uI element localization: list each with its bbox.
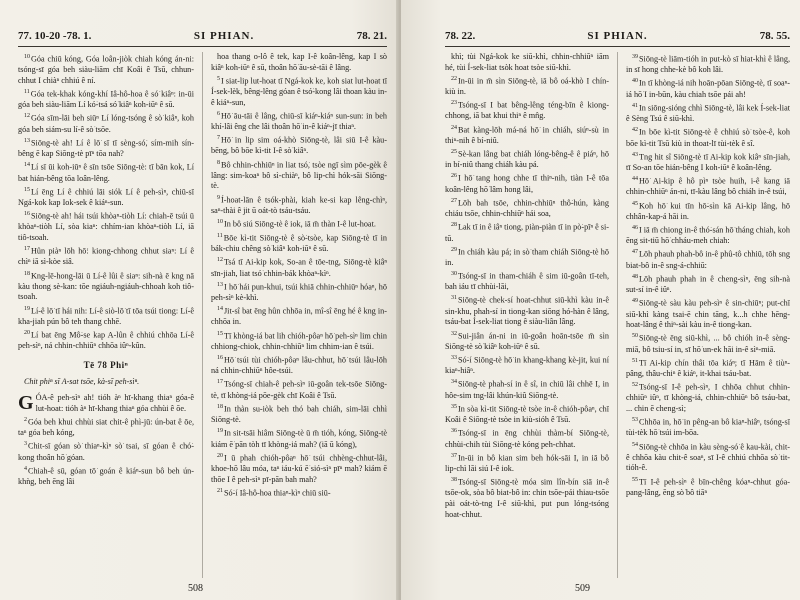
verse-number: 10	[217, 218, 223, 225]
right-header-title: SI PHIAN.	[587, 30, 648, 42]
right-header-rule	[445, 46, 790, 47]
psalm-superscription: Chit phiⁿ sī A-sat tsōe, kà-sī peh-sìⁿ.	[24, 376, 140, 386]
verse	[211, 231, 387, 255]
verse-text: Siōng-tè ah! Lí ê lō͘ sī tī sèng-só͘, sím-mih sín-bêng ē kap Siōng-tè pīⁿ tōa nah?	[18, 138, 194, 159]
verse-text: Tsá tī Ai-kip kok, So-an ê tōe-tng, Siōng-tè kiâⁿ sīn-jiah, liat tsó͘ chhin-bák khòaⁿ-kìⁿ.	[211, 257, 387, 278]
left-page-number: 508	[188, 583, 203, 594]
verse-text: ÓA-ê peh-sìⁿ ah! tióh àⁿ hī-khang thiaⁿ góa-ê lut-hoat: tióh àⁿ hī-khang thiaⁿ góa chhùi ê ōe.	[35, 393, 194, 413]
verse	[445, 196, 609, 220]
verse-number: 24	[451, 124, 457, 131]
verse	[211, 377, 387, 401]
verse-text: In bōe kì-tit Siōng-tè ê chhiú sò͘ tsòe-ê, koh bōe kì-tit Tsū kiù in thoat-lī tùi-tèk ê sî.	[626, 128, 790, 148]
verse-number: 14	[217, 306, 223, 313]
verse	[211, 255, 387, 279]
verse-number: 50	[632, 333, 638, 340]
left-columns	[18, 52, 387, 578]
verse	[211, 158, 387, 193]
verse-number: 15	[24, 186, 30, 193]
verse-text: Bat kàng-lōh má-ná hō͘ in chiáh, siúⁿ-sù in thiⁿ-nih ê bí-niû.	[445, 125, 609, 145]
verse-text: In sit-tsāi hiâm Siōng-tè ū m̄ tióh, kóng, Siōng-tè kiám ē͘ pān tòh tī khòng-iá mah? (iā ū kóng),	[211, 428, 387, 449]
verse-text: Hō͘ in lip sim oá-khò Siōng-tè, lâi siū I-ê kàu-bēng, bô bōe kì-tit I-ê sò͘ kiâⁿ.	[211, 135, 387, 156]
verse-number: 51	[632, 357, 638, 364]
verse-text: I iā m̄ chiong in-ê thó͘-sán hō͘ tháng chiah, koh ēng sit-tiū hō͘ chháu-meh chiah:	[626, 225, 790, 246]
right-column-1	[445, 52, 609, 578]
verse-number: 48	[632, 273, 638, 280]
verse-number: 19	[217, 428, 223, 435]
right-column-divider	[617, 52, 618, 578]
verse-text: In chiáh kàu pá; in sò͘ tham chiáh Siōng-tè hō͘ in.	[445, 247, 609, 267]
verse-number: 11	[217, 232, 223, 239]
verse-number: 12	[217, 257, 223, 264]
verse	[18, 244, 194, 268]
verse	[445, 451, 609, 475]
verse	[445, 353, 609, 377]
verse	[18, 439, 194, 463]
verse-text: Góa beh khui chhùi siat chit-ê phì-jū: ún-bat ê ōe, taⁿ góa beh kóng,	[18, 417, 194, 438]
verse-number: 23	[451, 100, 457, 107]
verse-number: 29	[451, 246, 457, 253]
right-column-2	[626, 52, 790, 578]
verse-number: 11	[24, 89, 30, 96]
left-column-1	[18, 52, 194, 578]
verse-text: Lōh phauh phah-bô in-ê phû-tô chhiū, tōh sng biat-bô in-ê sng-á-chhiū:	[626, 250, 790, 270]
verse	[445, 52, 609, 73]
verse-number: 16	[217, 354, 223, 361]
verse	[626, 415, 790, 439]
verse	[626, 380, 790, 415]
verse-text: In siōng-sióng chhì Siōng-tè, lâi kek Í-sek-liat ê Sèng Tsú ê siū-khì.	[626, 103, 790, 124]
verse-number: 32	[451, 330, 457, 337]
verse-text: Tī khòng-iá bat lih chióh-pôaⁿ hō͘ peh-sìⁿ lim chin chhiong-chiok, chhin-chhiūⁿ lim chhim-ian ê tsúi.	[211, 331, 387, 351]
verse	[626, 475, 790, 499]
verse	[626, 199, 790, 223]
verse-number: 19	[24, 305, 30, 312]
verse-number: 22	[451, 75, 457, 82]
verse-number: 6	[217, 110, 220, 117]
verse	[18, 328, 194, 352]
verse	[18, 87, 194, 111]
right-header-verse-start: 78. 22.	[445, 30, 476, 42]
verse-text: Chiah-ê sū, góan tō͘ goán ê kiáⁿ-sun bô beh ún-khǹg, beh ēng lâi	[18, 466, 194, 486]
verse	[626, 223, 790, 247]
verse-number: 55	[632, 476, 638, 483]
verse-text: I hō͘ tang hong chhe tī thiⁿ-nih, tiàn I-ê tōa koân-lêng hō͘ lâm hong lâi,	[445, 174, 609, 194]
verse	[445, 475, 609, 520]
verse-number: 44	[632, 176, 638, 183]
verse-text: Tng hit sî Siōng-tè tī Ai-kip kok kiâⁿ sīn-jiah, tī So-an tōe hián-bêng I koh-iūⁿ ê koân-lêng.	[626, 152, 790, 173]
verse-number: 17	[217, 379, 223, 386]
verse	[626, 272, 790, 296]
verse-number: 18	[217, 403, 223, 410]
verse-number: 27	[451, 197, 457, 204]
right-page	[401, 0, 800, 600]
verse-text: Lí ēng Lí ê chhiú lāi siók Lí ê peh-sìⁿ, chiū-sī Ngá-kok kap Iok-sek ê kiáⁿ-sun.	[18, 187, 194, 208]
verse	[445, 402, 609, 426]
verse	[211, 353, 387, 377]
verse	[211, 133, 387, 157]
verse	[211, 193, 387, 217]
verse	[445, 269, 609, 293]
verse-text: Tsóng-sī in ēng chhùi thàm-bí Siōng-tè, chhùi-chih tùi Siōng-tè kóng peh-chhat.	[445, 428, 609, 449]
verse-number: 21	[217, 487, 223, 494]
left-header-title: SI PHIAN.	[193, 30, 255, 42]
psalm-heading: Tē 78 Phiⁿ	[83, 359, 129, 370]
verse	[18, 464, 194, 488]
verse	[18, 304, 194, 328]
verse	[626, 247, 790, 271]
verse-text: Siōng-tè chhōa in kàu sèng-só͘ ê kau-kài, chit-ê chhōa kàu chit-ê soaⁿ, sī I-ê chhiú chhōa sò͘ tit-tióh-ê.	[626, 442, 790, 473]
verse	[445, 123, 609, 147]
verse	[18, 415, 194, 439]
verse	[445, 147, 609, 171]
verse-text: Lí sī ūi koh-iūⁿ ê sīn tsōe Siōng-tè: tī bān kok, Lí bat hián-bêng tōa loân-lêng.	[18, 163, 194, 183]
verse	[626, 52, 790, 76]
verse	[445, 426, 609, 450]
verse-number: 46	[632, 224, 638, 231]
verse	[18, 393, 194, 414]
left-column-divider	[202, 52, 203, 578]
verse-text: Lí bat ēng Mô͘-se kap A-lûn ê chhiú chhōa Lí-ê peh-sìⁿ, ná chhin-chhiūⁿ chhōa iûⁿ-kûn.	[18, 330, 194, 351]
verse	[211, 304, 387, 328]
verse	[211, 52, 387, 73]
verse	[18, 111, 194, 135]
verse-text: Lak tī in ê iâⁿ tiong, piàn-piàn tī in pò͘-pīⁿ ê si-tū.	[445, 222, 609, 243]
verse-number: 16	[24, 211, 30, 218]
verse-text: In tī khòng-iá nih hoān-pōan Siōng-tè, tī soaⁿ-iá hō͘ I in-būn, kàu chiah tsōe pái ah!	[626, 79, 790, 99]
verse-text: Siōng-tè liām-tióh in put-kò sī hiat-khì ê lâng, in sī hong chhe-kè bô koh lâi.	[626, 54, 790, 75]
verse-text: Góa sīm-lāi beh siūⁿ Lí lóng-tsóng ê sò͘ kiâⁿ, koh góa beh siám-su lí-ê sò͘ tsōe.	[18, 114, 194, 134]
verse-number: 40	[632, 78, 638, 85]
verse-text: Lōh phauh phah in ê cheng-sìⁿ, ēng sih-nà sut-sí in-ê iûⁿ.	[626, 274, 790, 295]
verse-number: 15	[217, 330, 223, 337]
verse-number: 10	[24, 54, 30, 60]
verse-number: 33	[451, 354, 457, 361]
verse-text: Tsóng-sī Siōng-tè móa sim lîn-bín siā in-ê tsōe-ok, sòa bô biat-bô in: chin tsōe-pái thiau-tsōe pài oát-tò-tng I-ê siū-khì, put pun lóng-tsóng hoat-chhut.	[445, 477, 609, 519]
verse-text: I hō͘ hái pun-khui, tsúi khiā chhin-chhiūⁿ hóaⁿ, hō͘ peh-sìⁿ kè-khì.	[211, 282, 387, 302]
verse-text: Só͘-í Siōng-tè hō͘ in khang-khang kè-jit, kui ní kiaⁿ-hiâⁿ.	[445, 355, 609, 376]
verse	[626, 331, 790, 355]
verse	[626, 440, 790, 475]
verse-number: 2	[24, 416, 27, 423]
verse	[18, 136, 194, 160]
verse-text: Hō͘ tsúi tùi chióh-pôaⁿ lâu-chhut, hō͘ tsúi lâu-lōh ná chhin-chhiūⁿ hôe-tsúi.	[211, 355, 387, 376]
verse-number: 35	[451, 403, 457, 410]
verse-text: Sè-kan lâng bat chiáh lóng-bêng-ê ê piáⁿ, hō͘ in bí-niû thang chiáh kàu pá.	[445, 149, 609, 170]
verse-number: 3	[24, 441, 27, 448]
verse	[445, 293, 609, 328]
drop-cap: G	[18, 392, 34, 415]
verse-text: Siōng-tè ah! hái tsúi khòaⁿ-tiòh Lí: chiah-ē tsúi ū khòaⁿ-tiòh Lí, sòa kiaⁿ: chhím-ian khòaⁿ-tiòh Lí, iā tiô-tsoah.	[18, 211, 194, 243]
verse-number: 13	[24, 137, 30, 144]
verse-text: Siōng-tè phah-sí in ê sî, in chiū lâi chhē I, in hôe-sim tng-lâi khún-kiû Siōng-tè.	[445, 380, 609, 400]
verse-number: 43	[632, 151, 638, 158]
verse-number: 37	[451, 452, 457, 459]
verse-number: 4	[24, 465, 27, 472]
left-header-rule	[18, 46, 387, 47]
verse	[626, 296, 790, 331]
verse-number: 54	[632, 441, 638, 448]
verse	[445, 377, 609, 401]
verse	[18, 209, 194, 244]
verse-text: Hûn piàⁿ lōh hō͘: kiong-chhong chhut siaⁿ: Lí ê chìⁿ iā sì-kòe siâ.	[18, 246, 194, 267]
right-page-header	[445, 30, 790, 44]
verse-text: In bô siú Siōng-tè ê iok, iā m̄ thàn I-ê lut-hoat.	[224, 219, 376, 229]
verse-text: In thàn su-iòk beh thó bah chiáh, sim-lāi chhì Siōng-tè.	[211, 404, 387, 425]
verse-text: Siōng-tè ēng siū-khì, ... bô chióh in-ê sèng-miā, bô tsiu-sí in, sī hō͘ un-ek hāi in-ê sìⁿ-miā.	[626, 333, 790, 354]
verse-number: 31	[451, 295, 457, 302]
verse-number: 45	[632, 200, 638, 207]
verse-text: hoa thang o-lô ê tek, kap I-ê koân-lêng, kap I sò͘ kiâⁿ koh-iūⁿ ê sū, thoân hō͘ āu-sè-tāi ê lâng.	[211, 52, 387, 72]
verse-text: Bô chhin-chhiūⁿ in liat tsó͘, tsòe ngī sìm pōe-gèk ê lâng: sim-koaⁿ bô sì-chiàⁿ, bô lip-chì hók-sāi Siōng-tè.	[211, 160, 387, 191]
verse-text: Bōe kì-tit Siōng-tè ê sò͘-tsòe, kap Siōng-tè tī in bák-chiu chêng sò͘ kiâⁿ koh-iūⁿ ê sū.	[211, 233, 387, 254]
left-page	[0, 0, 399, 600]
verse-number: 28	[451, 222, 457, 229]
verse	[18, 185, 194, 209]
verse	[445, 220, 609, 244]
verse-text: Tsóng-sī I bat bêng-lêng téng-bīn ê kiong-chhong, iā bat khui thiⁿ ê mn̂g.	[445, 100, 609, 121]
verse	[445, 171, 609, 195]
verse-number: 25	[451, 148, 457, 155]
left-page-header	[18, 30, 387, 44]
verse-number: 26	[451, 173, 457, 180]
verse	[626, 101, 790, 125]
verse-text: In-ūi in bô kian sim beh hók-sāi I, in iā bô lip-chì lāi siú I-ê iok.	[445, 453, 609, 473]
verse	[445, 74, 609, 98]
verse	[211, 280, 387, 304]
verse-number: 14	[24, 162, 30, 169]
verse	[626, 174, 790, 198]
verse-text: Lí-ê lō͘ tī hái nih: Lí-ê siò-lō͘ tī tōa tsúi tiong: Lí-ê kha-jiah pún bô teh thang chhē.	[18, 306, 194, 326]
verse-text: Siōng-tè sàu kàu peh-sìⁿ ê sin-chiūⁿ; put-chī siū-khì kàng tsai-ē chin tāng, k...h chhe hēng-hoat-lâng ê thiⁿ-sài kàu in-ê tiong-kan.	[626, 298, 790, 330]
verse-text: Góa chiū kóng, Góa loân-jiòk chiah kóng án-ni: tsóng-sī góa beh siàu-liām chī Koâi ê Tsū, chhun-chhut I chiàⁿ chhiú ê ní.	[18, 54, 194, 85]
verse-text: Tsóng-sī in tham-chiáh ê sim iū-goân tī-teh, bah iáu tī chhùi-lāi,	[445, 271, 609, 292]
verse	[445, 329, 609, 353]
verse-text: Chhōa in, hō͘ in pêng-an bô kiaⁿ-hiâⁿ, tsóng-sī tùi-tèk hō͘ tsúi im-bōa.	[626, 417, 790, 438]
left-header-verse-range: 77. 10-20 -78. 1.	[18, 30, 92, 42]
left-column-2	[211, 52, 387, 578]
verse-text: Siōng-tè chek-sí hoat-chhut siū-khì kàu in-ê sin-khu, phah-sí in tiong-kan siōng hó-hàn ê lâng, tsáu-bat Í-sek-liat tiong ê siàu-liân lâng.	[445, 296, 609, 327]
verse-text: In-ūi in m̄ sìn Siōng-tè, iā bô oá-khò I chín-kiù in.	[445, 76, 609, 97]
verse-number: 17	[24, 246, 30, 253]
verse	[211, 402, 387, 426]
verse-number: 7	[217, 135, 220, 142]
verse	[626, 356, 790, 380]
verse	[18, 52, 194, 87]
verse-number: 8	[217, 159, 220, 166]
verse-text: In sòa kì-tit Siōng-tè tsòe in-ê chióh-pôaⁿ, chī Koâi ê Siōng-tè tsòe in kiù-sióh ê Tsū.	[445, 404, 609, 425]
right-header-verse-end: 78. 55.	[759, 30, 790, 42]
right-columns	[445, 52, 790, 578]
verse-number: 20	[24, 330, 30, 336]
verse-number: 41	[632, 102, 638, 109]
verse-number: 39	[632, 54, 638, 60]
verse-number: 49	[632, 298, 638, 305]
verse-number: 36	[451, 428, 457, 435]
verse-text: Lōh bah tsōe, chhin-chhiūⁿ thô͘-hún, kàng chiáu tsōe, chhin-chhiūⁿ hái soa,	[445, 198, 609, 219]
verse-text: Só͘-í Iâ-hô-hoa thiaⁿ-kìⁿ chiū siū-	[224, 488, 331, 498]
verse	[626, 125, 790, 149]
verse	[18, 269, 194, 304]
verse	[211, 109, 387, 133]
verse-number: 53	[632, 417, 638, 424]
verse	[445, 98, 609, 122]
verse-text: khì; tùi Ngá-kok ke siū-khì, chhin-chhiūⁿ iām hé, tùi Í-sek-liat tsòk hoat tsòe siū-khì.	[445, 52, 609, 72]
verse	[626, 76, 790, 100]
verse-number: 42	[632, 127, 638, 134]
verse	[18, 160, 194, 184]
verse	[211, 74, 387, 109]
verse-text: Kng-lē-hong-lāi ū Lí-ê lûi ê siaⁿ: sih-nà ē kng nā kàu thong sè-kan: tōe ngiáuh-ngiáuh-chhoah koh tiô-tsoah.	[18, 271, 194, 302]
verse-number: 34	[451, 379, 457, 386]
verse-number: 12	[24, 113, 30, 120]
verse-text: Tsóng-sī chiah-ê peh-sìⁿ iū-goân tek-tsōe Siōng-tè, tī khòng-iá pōe-gèk chī Koâi ê Tsū.	[211, 380, 387, 400]
verse-number: 38	[451, 477, 457, 484]
verse-text: I ū phah chióh-pôaⁿ hō͘ tsúi chhèng-chhut-lâi, khoe-hō lâu móa, taⁿ iáu-kú ē͘ sió-sìⁿ pīⁿ mah? kiám ē thōe I ê peh-sìⁿ pī-pān bah mah?	[211, 453, 387, 484]
verse-number: 20	[217, 452, 223, 459]
verse-text: Tsóng-sī I-ê peh-sìⁿ, I chhōa chhut chhin-chhiūⁿ iûⁿ, tī khòng-iá, chhin-chhiūⁿ bô tsáu-bat, ... chin ē cheng-sì;	[626, 382, 790, 413]
verse	[626, 150, 790, 174]
verse-number: 18	[24, 270, 30, 277]
verse	[211, 426, 387, 450]
verse-number: 9	[217, 194, 220, 201]
verse-number: 52	[632, 382, 638, 389]
verse-text: Tī Ai-kip chín thâi tōa kiáⁿ; tī Hām ê tiùⁿ-pâng, thâu-chiⁿ ê kiáⁿ, it-khai tsáu-bat.	[626, 358, 790, 378]
verse-number: 47	[632, 249, 638, 256]
verse-text: Hō͘ āu-tāi ê lâng, chiū-sī kiáⁿ-kiáⁿ sun-sun: in beh khí-lâi êng che lâi thoân hō͘ in-ê kiáⁿ-jī thiaⁿ.	[211, 111, 387, 132]
verse-number: 5	[217, 75, 220, 82]
verse-number: 30	[451, 271, 457, 278]
verse-text: Chit-sī góan sò͘ thiaⁿ-kìⁿ sò͘ tsai, sī góan ê chó͘-kong thoân hō͘ góan.	[18, 441, 194, 462]
verse	[211, 217, 387, 230]
verse-text: Góa tek-khak kóng-khí Iâ-hô-hoa ê só͘ kiâⁿ: in-ūi góa beh siàu-liām Lí kó͘-tsá só͘ kiâⁿ koh-iūⁿ ê sū.	[18, 89, 194, 110]
verse	[211, 486, 387, 499]
verse-text: Koh hō͘ kui tīn hō͘-sìn kā Ai-kip lâng, hō͘ chhân-kap-á hāi in.	[626, 201, 790, 221]
verse-text: Sui-jiân án-ni in iū-goân hoān-tsōe m̄ sìn Siōng-tè sò͘ kiâⁿ koh-iūⁿ ê sū.	[445, 331, 609, 351]
right-page-number: 509	[575, 583, 590, 594]
verse-text: Hō͘ Ai-kip ê hô pìⁿ tsòe huih, i-ê kang iā chhin-chhiūⁿ án-ni, tī-kàu lâng bô chiáh in-ê tsúi,	[626, 176, 790, 197]
verse-number: 13	[217, 281, 223, 288]
verse-text: Jit-sî bat ēng hûn chhōa in, mî-sî ēng hé ê kng in-chhōa in.	[211, 306, 387, 327]
verse	[211, 451, 387, 486]
verse	[445, 245, 609, 269]
verse-text: Tī I-ê peh-sìⁿ ê bīn-chêng kóaⁿ-chhut góa-pang-lâng, ēng sò͘ bô tiāⁿ	[626, 477, 790, 497]
verse-text: Í-hoat-lān ê tsók-phài, kiah ke-si kap lêng-chìⁿ, saⁿ-thài ê jit ū oát-tò tsáu-tsáu.	[211, 195, 387, 215]
left-header-verse-end: 78. 21.	[356, 30, 387, 42]
verse-text: I siat-lip lut-hoat tī Ngá-kok ke, koh siat lut-hoat tī Í-sek-lèk, bêng-lêng góan ê tsó͘-kong lâi thoan kàu in-ê kiáⁿ-sun,	[211, 76, 387, 107]
verse	[211, 329, 387, 353]
